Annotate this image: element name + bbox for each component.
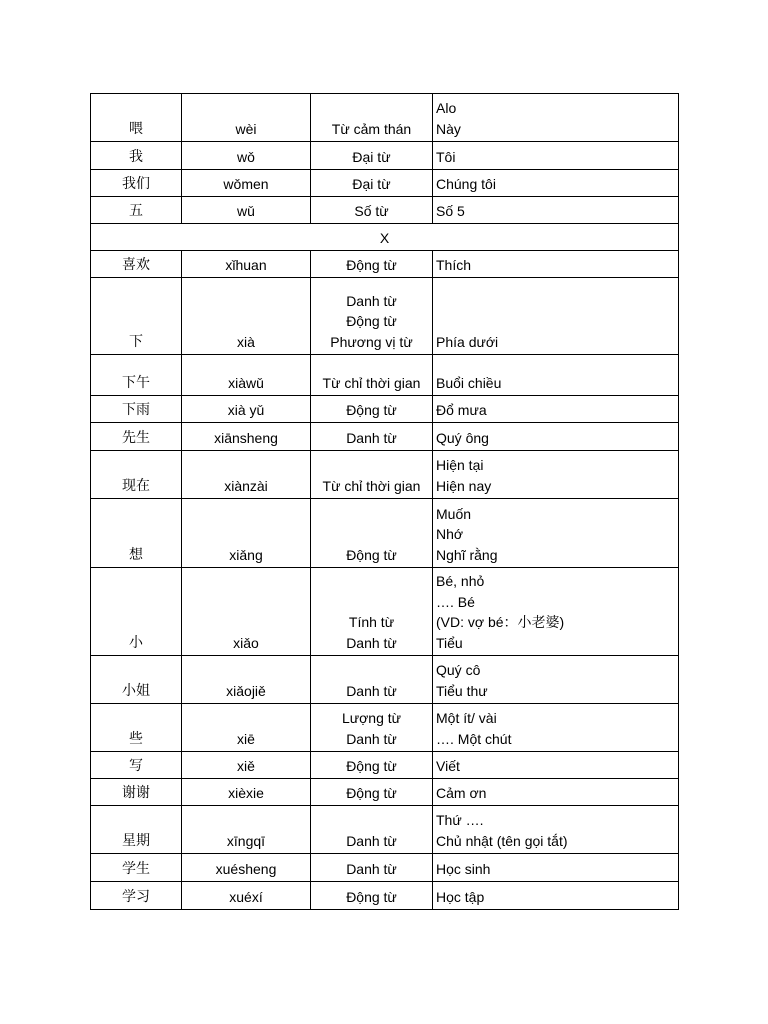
meaning-line: Quý cô bbox=[436, 662, 481, 678]
table-row bbox=[91, 251, 679, 278]
meaning-line: Tiểu thư bbox=[436, 682, 488, 699]
part-of-speech-line: Danh từ bbox=[346, 292, 397, 309]
meaning-line: Viết bbox=[436, 757, 460, 774]
table-row bbox=[91, 170, 679, 197]
section-header-row bbox=[91, 224, 679, 251]
part-of-speech-cell bbox=[311, 568, 433, 656]
part-of-speech-cell bbox=[311, 278, 433, 355]
hanzi-cell: 些 bbox=[91, 704, 182, 752]
hanzi-cell: 下午 bbox=[91, 355, 182, 396]
meaning-cell bbox=[433, 251, 679, 278]
meaning-line: Tiểu bbox=[436, 634, 463, 651]
part-of-speech-cell bbox=[311, 752, 433, 779]
hanzi-cell: 先生 bbox=[91, 423, 182, 451]
pinyin-cell: xiě bbox=[182, 752, 311, 779]
part-of-speech-line: Lượng từ bbox=[341, 710, 402, 726]
meaning-line: Số 5 bbox=[436, 202, 465, 219]
vocabulary-table bbox=[90, 93, 679, 910]
hanzi-cell: 喂 bbox=[91, 94, 182, 142]
part-of-speech-cell bbox=[311, 251, 433, 278]
hanzi-cell: 想 bbox=[91, 499, 182, 568]
part-of-speech-line: Đại từ bbox=[352, 175, 391, 192]
hanzi-cell: 学习 bbox=[91, 882, 182, 910]
hanzi-cell: 小 bbox=[91, 568, 182, 656]
meaning-line: Chúng tôi bbox=[436, 175, 496, 192]
meaning-line: …. Bé bbox=[436, 593, 475, 610]
part-of-speech-line: Danh từ bbox=[346, 634, 397, 651]
hanzi-cell: 下雨 bbox=[91, 396, 182, 423]
pinyin-cell: xià bbox=[182, 278, 311, 355]
part-of-speech-cell bbox=[311, 854, 433, 882]
part-of-speech-cell bbox=[311, 94, 433, 142]
part-of-speech-line: Động từ bbox=[346, 784, 397, 801]
table-row bbox=[91, 396, 679, 423]
meaning-line: Cảm ơn bbox=[436, 784, 487, 801]
part-of-speech-line: Động từ bbox=[346, 313, 397, 329]
meaning-cell bbox=[433, 882, 679, 910]
meaning-cell bbox=[433, 704, 679, 752]
vocabulary-sheet bbox=[90, 93, 678, 910]
part-of-speech-line: Động từ bbox=[346, 757, 397, 774]
meaning-line: Alo bbox=[436, 100, 457, 116]
table-row bbox=[91, 451, 679, 499]
vocabulary-table-body bbox=[91, 94, 679, 910]
meaning-line: Quý ông bbox=[436, 429, 489, 446]
hanzi-cell: 谢谢 bbox=[91, 779, 182, 806]
hanzi-cell: 现在 bbox=[91, 451, 182, 499]
meaning-line: Học tập bbox=[436, 888, 485, 905]
hanzi-cell: 学生 bbox=[91, 854, 182, 882]
part-of-speech-line: Danh từ bbox=[346, 730, 397, 747]
part-of-speech-cell bbox=[311, 170, 433, 197]
meaning-line: Nhớ bbox=[436, 526, 464, 542]
meaning-line: Học sinh bbox=[436, 860, 491, 877]
part-of-speech-line: Số từ bbox=[354, 202, 389, 219]
meaning-cell bbox=[433, 170, 679, 197]
meaning-cell bbox=[433, 806, 679, 854]
meaning-line: Đổ mưa bbox=[436, 401, 487, 418]
pinyin-cell: xǐhuan bbox=[182, 251, 311, 278]
part-of-speech-line: Từ cảm thán bbox=[331, 120, 412, 137]
table-row bbox=[91, 779, 679, 806]
meaning-cell bbox=[433, 94, 679, 142]
part-of-speech-line: Động từ bbox=[346, 401, 397, 418]
meaning-line: Bé, nhỏ bbox=[436, 573, 485, 589]
meaning-cell bbox=[433, 568, 679, 656]
meaning-line: Tôi bbox=[436, 148, 456, 165]
part-of-speech-cell bbox=[311, 423, 433, 451]
table-row bbox=[91, 197, 679, 224]
pinyin-cell: xiàwǔ bbox=[182, 355, 311, 396]
hanzi-cell: 小姐 bbox=[91, 656, 182, 704]
table-row bbox=[91, 278, 679, 355]
pinyin-cell: xiànzài bbox=[182, 451, 311, 499]
meaning-cell bbox=[433, 854, 679, 882]
meaning-cell bbox=[433, 656, 679, 704]
table-row bbox=[91, 355, 679, 396]
meaning-line: Thích bbox=[436, 256, 472, 273]
pinyin-cell: xiē bbox=[182, 704, 311, 752]
meaning-line: Chủ nhật (tên gọi tắt) bbox=[436, 832, 568, 849]
part-of-speech-cell bbox=[311, 779, 433, 806]
hanzi-cell: 下 bbox=[91, 278, 182, 355]
pinyin-cell: wǒmen bbox=[182, 170, 311, 197]
table-row bbox=[91, 656, 679, 704]
part-of-speech-line: Đại từ bbox=[352, 148, 391, 165]
pinyin-cell: wǒ bbox=[182, 142, 311, 170]
part-of-speech-cell bbox=[311, 197, 433, 224]
hanzi-cell: 写 bbox=[91, 752, 182, 779]
meaning-line: (VD: vợ bé：小老婆) bbox=[436, 614, 565, 630]
pinyin-cell: wèi bbox=[182, 94, 311, 142]
table-row bbox=[91, 499, 679, 568]
meaning-cell bbox=[433, 355, 679, 396]
pinyin-cell: wǔ bbox=[182, 197, 311, 224]
part-of-speech-line: Động từ bbox=[346, 888, 397, 905]
table-row bbox=[91, 704, 679, 752]
table-row bbox=[91, 752, 679, 779]
meaning-line: Một ít/ vài bbox=[436, 710, 497, 726]
meaning-line: …. Một chút bbox=[436, 730, 512, 747]
pinyin-cell: xiānsheng bbox=[182, 423, 311, 451]
table-row bbox=[91, 806, 679, 854]
part-of-speech-cell bbox=[311, 396, 433, 423]
part-of-speech-cell bbox=[311, 882, 433, 910]
table-row bbox=[91, 94, 679, 142]
meaning-line: Thứ …. bbox=[436, 812, 484, 828]
part-of-speech-line: Danh từ bbox=[346, 860, 397, 877]
meaning-cell bbox=[433, 423, 679, 451]
part-of-speech-cell bbox=[311, 806, 433, 854]
part-of-speech-cell bbox=[311, 499, 433, 568]
part-of-speech-line: Động từ bbox=[346, 546, 397, 563]
pinyin-cell: xiǎojiě bbox=[182, 656, 311, 704]
part-of-speech-line: Danh từ bbox=[346, 832, 397, 849]
part-of-speech-cell bbox=[311, 704, 433, 752]
meaning-line: Buổi chiều bbox=[436, 374, 502, 391]
pinyin-cell: xià yǔ bbox=[182, 396, 311, 423]
hanzi-cell: 星期 bbox=[91, 806, 182, 854]
meaning-cell bbox=[433, 499, 679, 568]
part-of-speech-cell bbox=[311, 142, 433, 170]
table-row bbox=[91, 568, 679, 656]
part-of-speech-line: Từ chỉ thời gian bbox=[322, 477, 421, 494]
table-row bbox=[91, 142, 679, 170]
hanzi-cell: 我们 bbox=[91, 170, 182, 197]
pinyin-cell: xièxie bbox=[182, 779, 311, 806]
meaning-line: Này bbox=[436, 120, 461, 137]
part-of-speech-cell bbox=[311, 355, 433, 396]
meaning-cell bbox=[433, 142, 679, 170]
part-of-speech-line: Tính từ bbox=[348, 614, 395, 630]
table-row bbox=[91, 854, 679, 882]
meaning-line: Muốn bbox=[436, 505, 472, 522]
pinyin-cell: xuéxí bbox=[182, 882, 311, 910]
pinyin-cell: xiǎo bbox=[182, 568, 311, 656]
meaning-cell bbox=[433, 278, 679, 355]
meaning-cell bbox=[433, 396, 679, 423]
part-of-speech-line: Danh từ bbox=[346, 429, 397, 446]
section-letter: X bbox=[91, 224, 679, 251]
table-row bbox=[91, 423, 679, 451]
meaning-line: Phía dưới bbox=[436, 333, 499, 350]
meaning-cell bbox=[433, 451, 679, 499]
part-of-speech-line: Từ chỉ thời gian bbox=[322, 374, 421, 391]
part-of-speech-line: Danh từ bbox=[346, 682, 397, 699]
meaning-cell bbox=[433, 779, 679, 806]
part-of-speech-line: Động từ bbox=[346, 256, 397, 273]
hanzi-cell: 喜欢 bbox=[91, 251, 182, 278]
meaning-line: Hiện tại bbox=[436, 457, 484, 473]
pinyin-cell: xiǎng bbox=[182, 499, 311, 568]
meaning-line: Hiện nay bbox=[436, 477, 492, 494]
pinyin-cell: xīngqī bbox=[182, 806, 311, 854]
hanzi-cell: 我 bbox=[91, 142, 182, 170]
meaning-line: Nghĩ rằng bbox=[436, 546, 498, 563]
part-of-speech-cell bbox=[311, 656, 433, 704]
pinyin-cell: xuésheng bbox=[182, 854, 311, 882]
meaning-cell bbox=[433, 197, 679, 224]
part-of-speech-line: Phương vị từ bbox=[330, 333, 413, 350]
part-of-speech-cell bbox=[311, 451, 433, 499]
meaning-cell bbox=[433, 752, 679, 779]
table-row bbox=[91, 882, 679, 910]
hanzi-cell: 五 bbox=[91, 197, 182, 224]
